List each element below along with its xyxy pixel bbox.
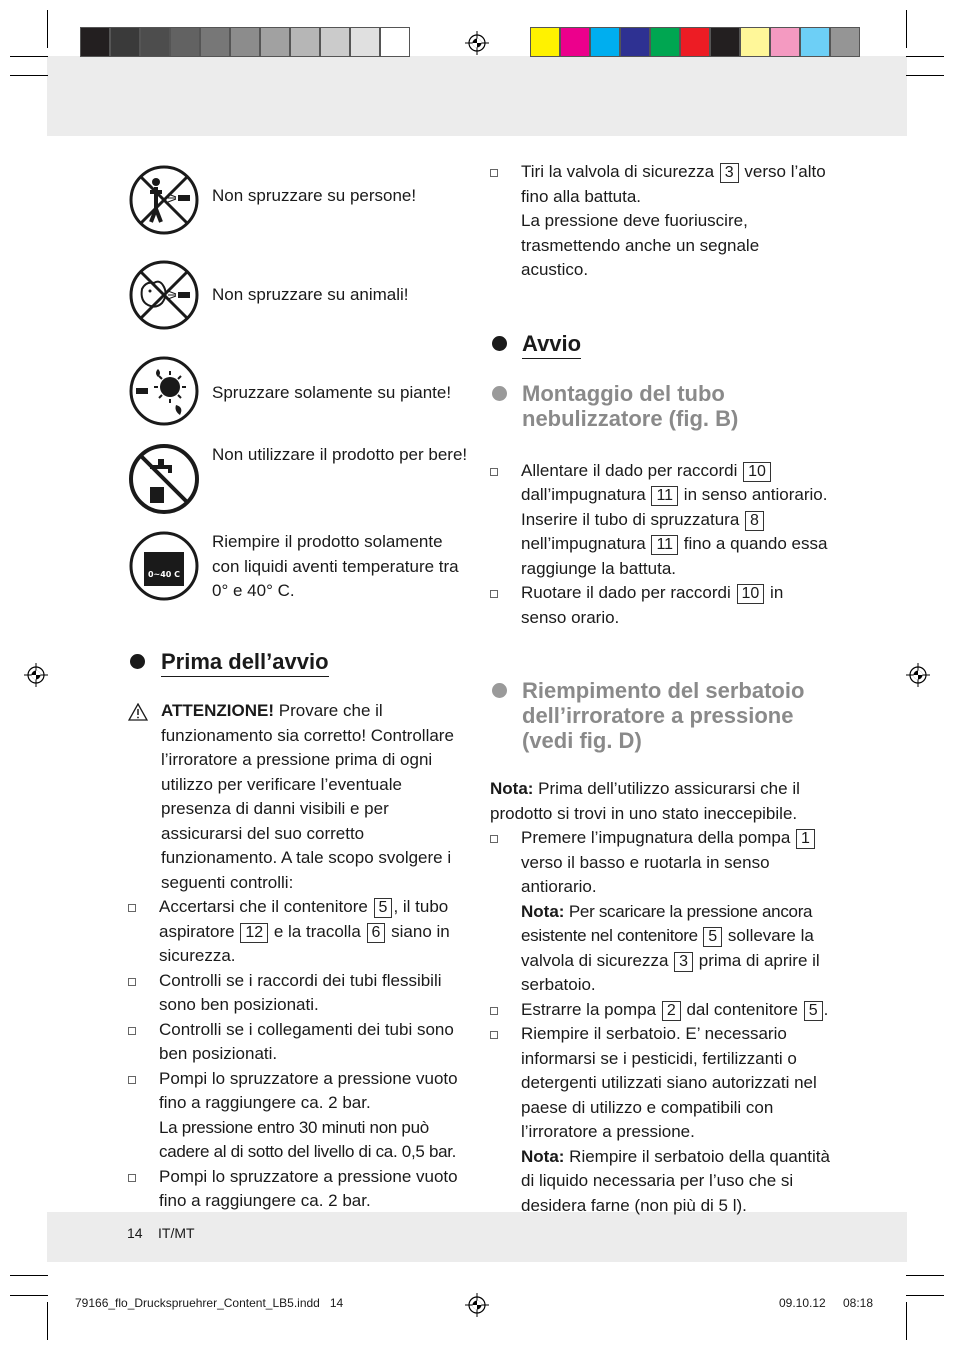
list-item: Tiri la valvola di sicurezza 3 verso l’alto fino alla battuta. La pressione deve fuoriuscire, trasmettendo anche un segnale acustico. — [490, 160, 830, 283]
crop-mark — [906, 1275, 944, 1276]
ref-number: 11 — [651, 535, 678, 555]
section-heading: Montaggio del tubo nebulizzatore (fig. B) — [522, 380, 739, 431]
color-swatch — [320, 27, 350, 57]
language-code: IT/MT — [158, 1225, 195, 1241]
symbol-row — [128, 259, 468, 331]
symbol-row — [128, 355, 468, 427]
print-time: 08:18 — [843, 1296, 874, 1310]
color-swatch — [530, 27, 560, 57]
ref-number: 12 — [240, 923, 268, 943]
symbol-text: Non utilizzare il prodotto per bere! — [212, 445, 468, 464]
list-item: Ruotare il dado per raccordi 10 in senso orario. — [490, 581, 830, 630]
color-swatch — [560, 27, 590, 57]
list-item: Accertarsi che il contenitore 5 , il tubo aspiratore 12 e la tracolla 6 siano in sicurezza. — [128, 895, 468, 969]
symbol-text: Non spruzzare su animali! — [212, 285, 409, 304]
symbol-row — [128, 443, 468, 515]
print-date: 09.10.12 — [779, 1296, 826, 1310]
ref-number: 10 — [743, 462, 771, 482]
ref-number: 5 — [703, 927, 722, 947]
spray-plants-icon — [128, 355, 200, 427]
color-swatch — [350, 27, 380, 57]
registration-mark-icon — [465, 31, 489, 55]
crop-mark — [906, 75, 944, 76]
warning-text: Provare che il funzionamento sia corretto! Controllare l’irroratore a pressione prima di ogni utilizzo per verificare l’eventuale presenza di danni visibili e per assicurarsi del suo corretto funzionamento. A tale scopo svolgere i seguenti controlli: — [161, 701, 454, 892]
color-swatch — [290, 27, 320, 57]
right-column — [490, 160, 830, 1218]
header-band — [47, 56, 907, 136]
crop-mark — [906, 1295, 944, 1296]
color-swatch-strip — [530, 27, 860, 59]
section-heading: Prima dell’avvio — [161, 649, 329, 677]
page-number: 14 — [127, 1225, 143, 1241]
list-item: Allentare il dado per raccordi 10 dall’impugnatura 11 in senso antiorario. Inserire il tubo di spruzzatura 8 nell’impugnatura 11 fino a quando essa raggiunge la battuta. — [490, 459, 830, 582]
symbol-row — [128, 164, 468, 236]
list-item: Pompi lo spruzzatore a pressione vuoto fino a raggiungere ca. 2 bar. — [128, 1165, 468, 1214]
crop-mark — [10, 75, 48, 76]
section-heading: Riempimento del serbatoio dell’irroratore a pressione (vedi fig. D) — [522, 678, 805, 753]
nota-paragraph: Nota: Prima dell’utilizzo assicurarsi che il prodotto si trovi in uno stato ineccepibile. — [490, 779, 800, 823]
color-swatch — [710, 27, 740, 57]
ref-number: 10 — [737, 584, 765, 604]
no-spray-person-icon — [128, 164, 200, 236]
ref-number: 3 — [720, 163, 739, 183]
crop-mark — [906, 10, 907, 48]
crop-mark — [10, 1275, 48, 1276]
ref-number: 8 — [745, 511, 764, 531]
section-heading: Avvio — [522, 331, 581, 359]
crop-mark — [906, 56, 944, 57]
crop-mark — [47, 1302, 48, 1340]
ref-number: 2 — [662, 1001, 681, 1021]
ref-number: 11 — [651, 486, 678, 506]
registration-mark-icon — [465, 1293, 489, 1317]
color-swatch — [590, 27, 620, 57]
list-item: Controlli se i collegamenti dei tubi sono ben posizionati. — [128, 1018, 468, 1067]
prima-section — [128, 649, 468, 1214]
ref-number: 1 — [796, 829, 815, 849]
list-item: Estrarre la pompa 2 dal contenitore 5 . — [490, 998, 830, 1023]
color-swatch — [140, 27, 170, 57]
color-swatch — [800, 27, 830, 57]
crop-mark — [906, 1302, 907, 1340]
grey-swatch-strip — [80, 27, 410, 59]
crop-mark — [47, 10, 48, 48]
crop-mark — [10, 1295, 48, 1296]
warning-icon — [128, 703, 148, 721]
ref-number: 5 — [374, 898, 393, 918]
no-drink-icon — [128, 443, 200, 515]
temperature-icon — [128, 530, 200, 602]
color-swatch — [740, 27, 770, 57]
heading-bullet — [492, 386, 507, 401]
list-item: Controlli se i raccordi dei tubi flessibili sono ben posizionati. — [128, 969, 468, 1018]
ref-number: 5 — [804, 1001, 823, 1021]
symbol-text: Spruzzare solamente su piante! — [212, 383, 452, 402]
warning-label: ATTENZIONE! — [161, 701, 275, 720]
symbol-row — [128, 530, 468, 602]
color-swatch — [230, 27, 260, 57]
crop-mark — [10, 56, 48, 57]
heading-bullet — [492, 683, 507, 698]
color-swatch — [620, 27, 650, 57]
ref-number: 3 — [674, 952, 693, 972]
color-swatch — [80, 27, 110, 57]
color-swatch — [830, 27, 860, 57]
symbol-text: Non spruzzare su persone! — [212, 186, 417, 205]
color-swatch — [200, 27, 230, 57]
ref-number: 6 — [367, 923, 386, 943]
list-item: Premere l’impugnatura della pompa 1 verso il basso e ruotarla in senso antiorario. Nota: Per scaricare la pressione ancora esistente nel contenitore 5 sollevare la valvola di sicurezza 3 prima di aprire il serbatoio. — [490, 826, 830, 998]
no-spray-animal-icon — [128, 259, 200, 331]
list-item: Riempire il serbatoio. E’ necessario informarsi se i pesticidi, fertilizzanti o detergenti utilizzati siano autorizzati nel paese di utilizzo e compatibili con l’irroratore a pressione. Nota: Riempire il serbatoio della quantità di liquido necessaria per l’uso che si desidera farne (non più di 5 l). — [490, 1022, 830, 1218]
file-name: 79166_flo_Druckspruehrer_Content_LB5.indd 14 — [75, 1296, 344, 1310]
temperature-label: 0~40 C — [147, 570, 181, 579]
color-swatch — [650, 27, 680, 57]
color-swatch — [110, 27, 140, 57]
color-swatch — [770, 27, 800, 57]
registration-mark-icon — [906, 663, 930, 687]
list-item: Pompi lo spruzzatore a pressione vuoto fino a raggiungere ca. 2 bar. La pressione entro 30 minuti non può cadere al di sotto del livello di ca. 0,5 bar. — [128, 1067, 468, 1165]
color-swatch — [260, 27, 290, 57]
color-swatch — [170, 27, 200, 57]
heading-bullet — [492, 336, 507, 351]
color-swatch — [380, 27, 410, 57]
heading-bullet — [130, 654, 145, 669]
color-swatch — [680, 27, 710, 57]
warning-paragraph — [128, 699, 468, 895]
registration-mark-icon — [24, 663, 48, 687]
symbol-text: Riempire il prodotto solamente con liquidi aventi temperature tra 0° e 40° C. — [212, 532, 459, 600]
